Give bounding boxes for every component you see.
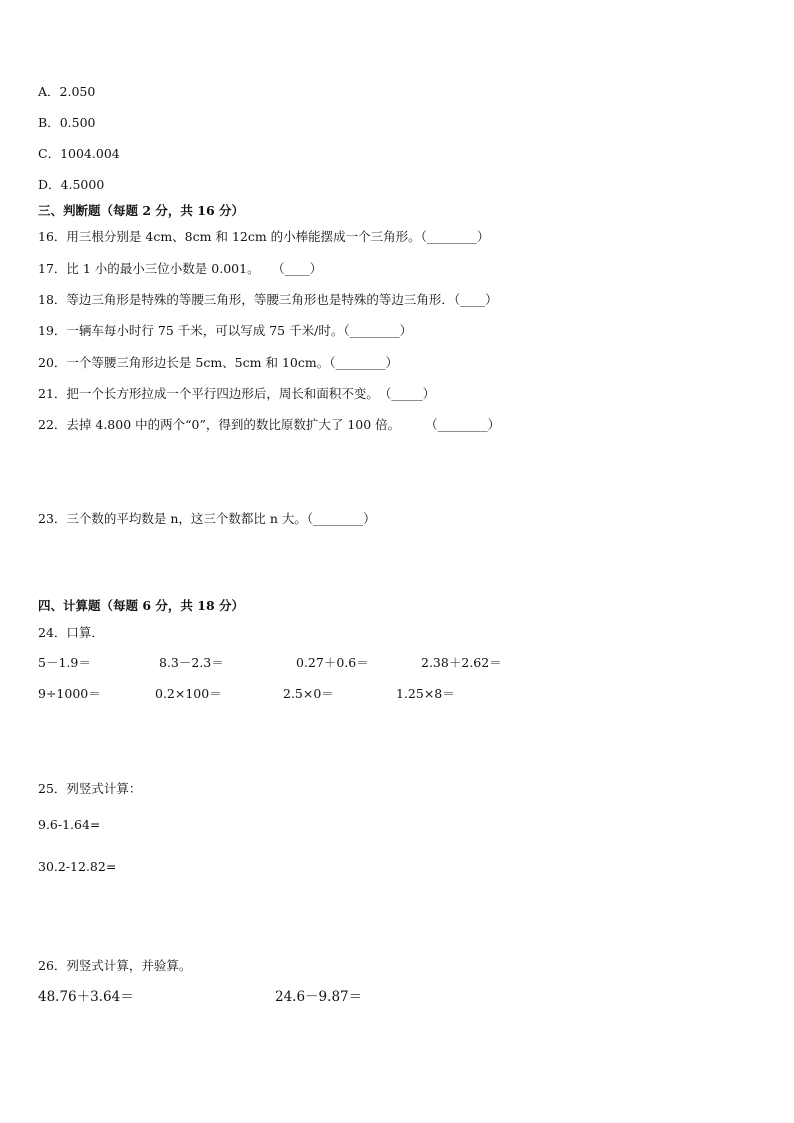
question-number: 19． <box>38 323 67 338</box>
verify-calc-2: 24.6－9.87＝ <box>275 989 363 1005</box>
question-19 <box>38 323 412 339</box>
verify-calc-1: 48.76＋3.64＝ <box>38 989 134 1005</box>
section3-title: 三、判断题（每题 2 分，共 16 分） <box>38 203 245 218</box>
oral-calc-4: 2.38＋2.62＝ <box>421 655 502 670</box>
oral-calc-3: 0.27＋0.6＝ <box>296 655 369 670</box>
question-text: 三个数的平均数是 n，这三个数都比 n 大。（________） <box>66 511 376 526</box>
question-text: 比 1 小的最小三位小数是 0.001。 （____） <box>66 261 323 276</box>
vertical-calc-2: 30.2-12.82= <box>38 859 117 874</box>
question-text: 一个等腰三角形边长是 5cm、5cm 和 10cm。（________） <box>66 355 398 370</box>
oral-calc-8: 1.25×8＝ <box>396 686 455 701</box>
option-letter: C． <box>38 146 61 161</box>
option-d <box>38 177 104 193</box>
question-text: 去掉 4.800 中的两个“0”，得到的数比原数扩大了 100 倍。 （________） <box>66 417 501 432</box>
question-text: 把一个长方形拉成一个平行四边形后，周长和面积不变。 （_____） <box>66 386 436 401</box>
option-value: 2.050 <box>59 84 96 99</box>
oral-calc-7: 2.5×0＝ <box>283 686 334 701</box>
oral-calc-2: 8.3－2.3＝ <box>159 655 224 670</box>
question-text: 用三根分别是 4cm、8cm 和 12cm 的小棒能摆成一个三角形。（________） <box>66 229 490 244</box>
question-18 <box>38 292 498 308</box>
question-number: 22． <box>38 417 67 432</box>
oral-calc-6: 0.2×100＝ <box>155 686 222 701</box>
question-number: 16． <box>38 229 67 244</box>
question-26-label: 26．列竖式计算，并验算。 <box>38 958 192 973</box>
question-number: 17． <box>38 261 67 276</box>
question-text: 一辆车每小时行 75 千米，可以写成 75 千米/时。（________） <box>66 323 413 338</box>
question-24-label: 24．口算． <box>38 625 104 640</box>
question-number: 20． <box>38 355 67 370</box>
section4-title: 四、计算题（每题 6 分，共 18 分） <box>38 598 245 613</box>
option-b <box>38 115 95 131</box>
question-22 <box>38 417 500 433</box>
question-number: 23． <box>38 511 67 526</box>
question-number: 18． <box>38 292 67 307</box>
question-20 <box>38 355 398 371</box>
option-letter: D． <box>38 177 61 192</box>
option-value: 1004.004 <box>60 146 120 161</box>
question-25-label: 25．列竖式计算： <box>38 781 142 796</box>
question-text: 等边三角形是特殊的等腰三角形，等腰三角形也是特殊的等边三角形．（____） <box>66 292 498 307</box>
oral-calc-5: 9÷1000＝ <box>38 686 101 701</box>
question-number: 21． <box>38 386 67 401</box>
option-letter: B． <box>38 115 60 130</box>
question-16 <box>38 229 489 245</box>
option-a <box>38 84 95 100</box>
question-17 <box>38 261 322 277</box>
option-c <box>38 146 120 162</box>
option-value: 4.5000 <box>60 177 105 192</box>
vertical-calc-1: 9.6-1.64= <box>38 817 101 832</box>
question-21 <box>38 386 435 402</box>
oral-calc-1: 5－1.9＝ <box>38 655 91 670</box>
question-23 <box>38 511 376 527</box>
option-value: 0.500 <box>59 115 96 130</box>
option-letter: A． <box>38 84 60 99</box>
